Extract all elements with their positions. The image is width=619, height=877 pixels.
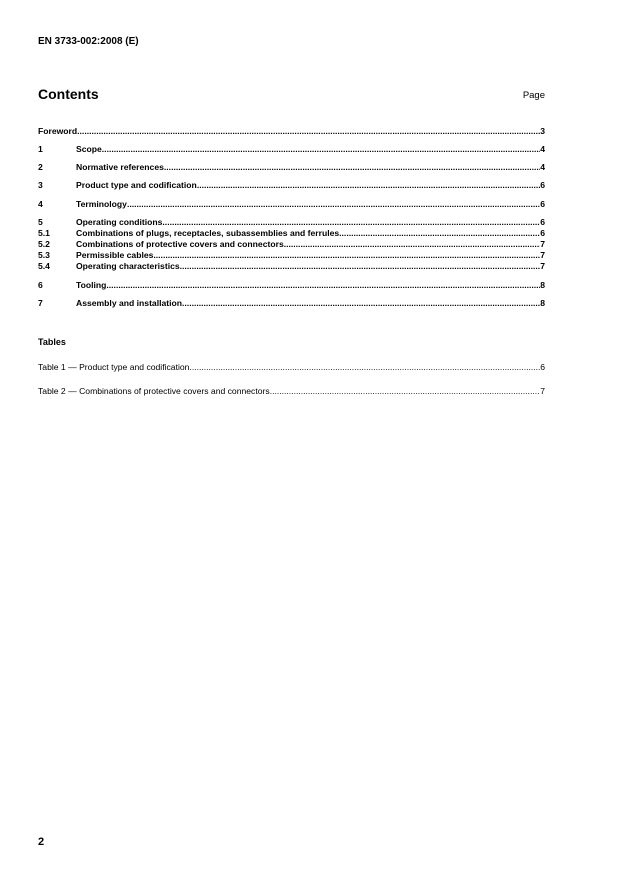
table-entry-1[interactable] — [38, 362, 545, 372]
toc-entry-page: 8 — [540, 298, 545, 308]
toc-entry-page: 8 — [540, 280, 545, 290]
toc-entry-5-2[interactable] — [38, 239, 545, 249]
table-entry-page: 7 — [540, 386, 545, 396]
toc-entry-1[interactable] — [38, 144, 545, 154]
toc-entry-page: 6 — [540, 180, 545, 190]
toc-leader-dots — [164, 162, 540, 172]
toc-leader-dots — [162, 217, 540, 227]
toc-entry-page: 3 — [540, 126, 545, 136]
toc-leader-dots — [106, 280, 540, 290]
toc-entry-5-1[interactable] — [38, 228, 545, 238]
toc-leader-dots — [197, 180, 540, 190]
toc-leader-dots — [284, 239, 540, 249]
toc-entry-number: 3 — [38, 180, 43, 190]
toc-entry-title: Normative references — [76, 162, 164, 172]
table-leader-dots — [189, 362, 540, 372]
toc-entry-number: 5.1 — [38, 228, 50, 238]
page-column-label: Page — [522, 90, 545, 101]
toc-leader-dots — [180, 261, 541, 271]
toc-entry-number: 1 — [38, 144, 43, 154]
tables-heading: Tables — [38, 337, 66, 347]
contents-title: Contents — [38, 86, 99, 102]
toc-leader-dots — [153, 250, 540, 260]
toc-entry-number: 5.4 — [38, 261, 50, 271]
toc-entry-page: 7 — [540, 261, 545, 271]
toc-entry-title: Terminology — [76, 199, 127, 209]
toc-leader-dots — [182, 298, 540, 308]
table-leader-dots — [270, 386, 541, 396]
toc-entry-title: Operating characteristics — [76, 261, 180, 271]
toc-entry-page: 4 — [540, 144, 545, 154]
toc-entry-6[interactable] — [38, 280, 545, 290]
toc-entry-7[interactable] — [38, 298, 545, 308]
toc-entry-5[interactable] — [38, 217, 545, 227]
toc-entry-title: Permissible cables — [76, 250, 154, 260]
toc-entry-number: 7 — [38, 298, 43, 308]
table-entry-2[interactable] — [38, 386, 545, 396]
toc-entry-title: Combinations of protective covers and connectors — [76, 239, 284, 249]
toc-entry-title: Foreword — [38, 126, 78, 136]
toc-entry-page: 7 — [540, 250, 545, 260]
toc-entry-foreword[interactable] — [38, 126, 545, 136]
table-entry-title: Table 1 — Product type and codification — [38, 362, 190, 372]
toc-leader-dots — [127, 199, 540, 209]
document-id: EN 3733-002:2008 (E) — [38, 36, 139, 47]
page-number: 2 — [38, 836, 45, 848]
toc-entry-2[interactable] — [38, 162, 545, 172]
table-entry-page: 6 — [540, 362, 545, 372]
toc-entry-page: 7 — [540, 239, 545, 249]
toc-entry-title: Combinations of plugs, receptacles, subassemblies and ferrules — [76, 228, 340, 238]
toc-entry-page: 4 — [540, 162, 545, 172]
toc-leader-dots — [339, 228, 540, 238]
toc-entry-4[interactable] — [38, 199, 545, 209]
table-entry-title: Table 2 — Combinations of protective covers and connectors — [38, 386, 270, 396]
toc-entry-title: Scope — [76, 144, 102, 154]
toc-entry-title: Assembly and installation — [76, 298, 183, 308]
toc-entry-title: Operating conditions — [76, 217, 163, 227]
toc-entry-number: 2 — [38, 162, 43, 172]
toc-entry-page: 6 — [540, 199, 545, 209]
toc-entry-page: 6 — [540, 217, 545, 227]
toc-entry-number: 5 — [38, 217, 43, 227]
toc-entry-5-3[interactable] — [38, 250, 545, 260]
toc-entry-3[interactable] — [38, 180, 545, 190]
toc-entry-5-4[interactable] — [38, 261, 545, 271]
toc-entry-number: 4 — [38, 199, 43, 209]
toc-leader-dots — [77, 126, 540, 136]
toc-entry-number: 5.3 — [38, 250, 50, 260]
toc-entry-title: Tooling — [76, 280, 107, 290]
toc-entry-number: 6 — [38, 280, 43, 290]
toc-leader-dots — [102, 144, 540, 154]
toc-entry-title: Product type and codification — [76, 180, 197, 190]
toc-entry-page: 6 — [540, 228, 545, 238]
toc-entry-number: 5.2 — [38, 239, 50, 249]
